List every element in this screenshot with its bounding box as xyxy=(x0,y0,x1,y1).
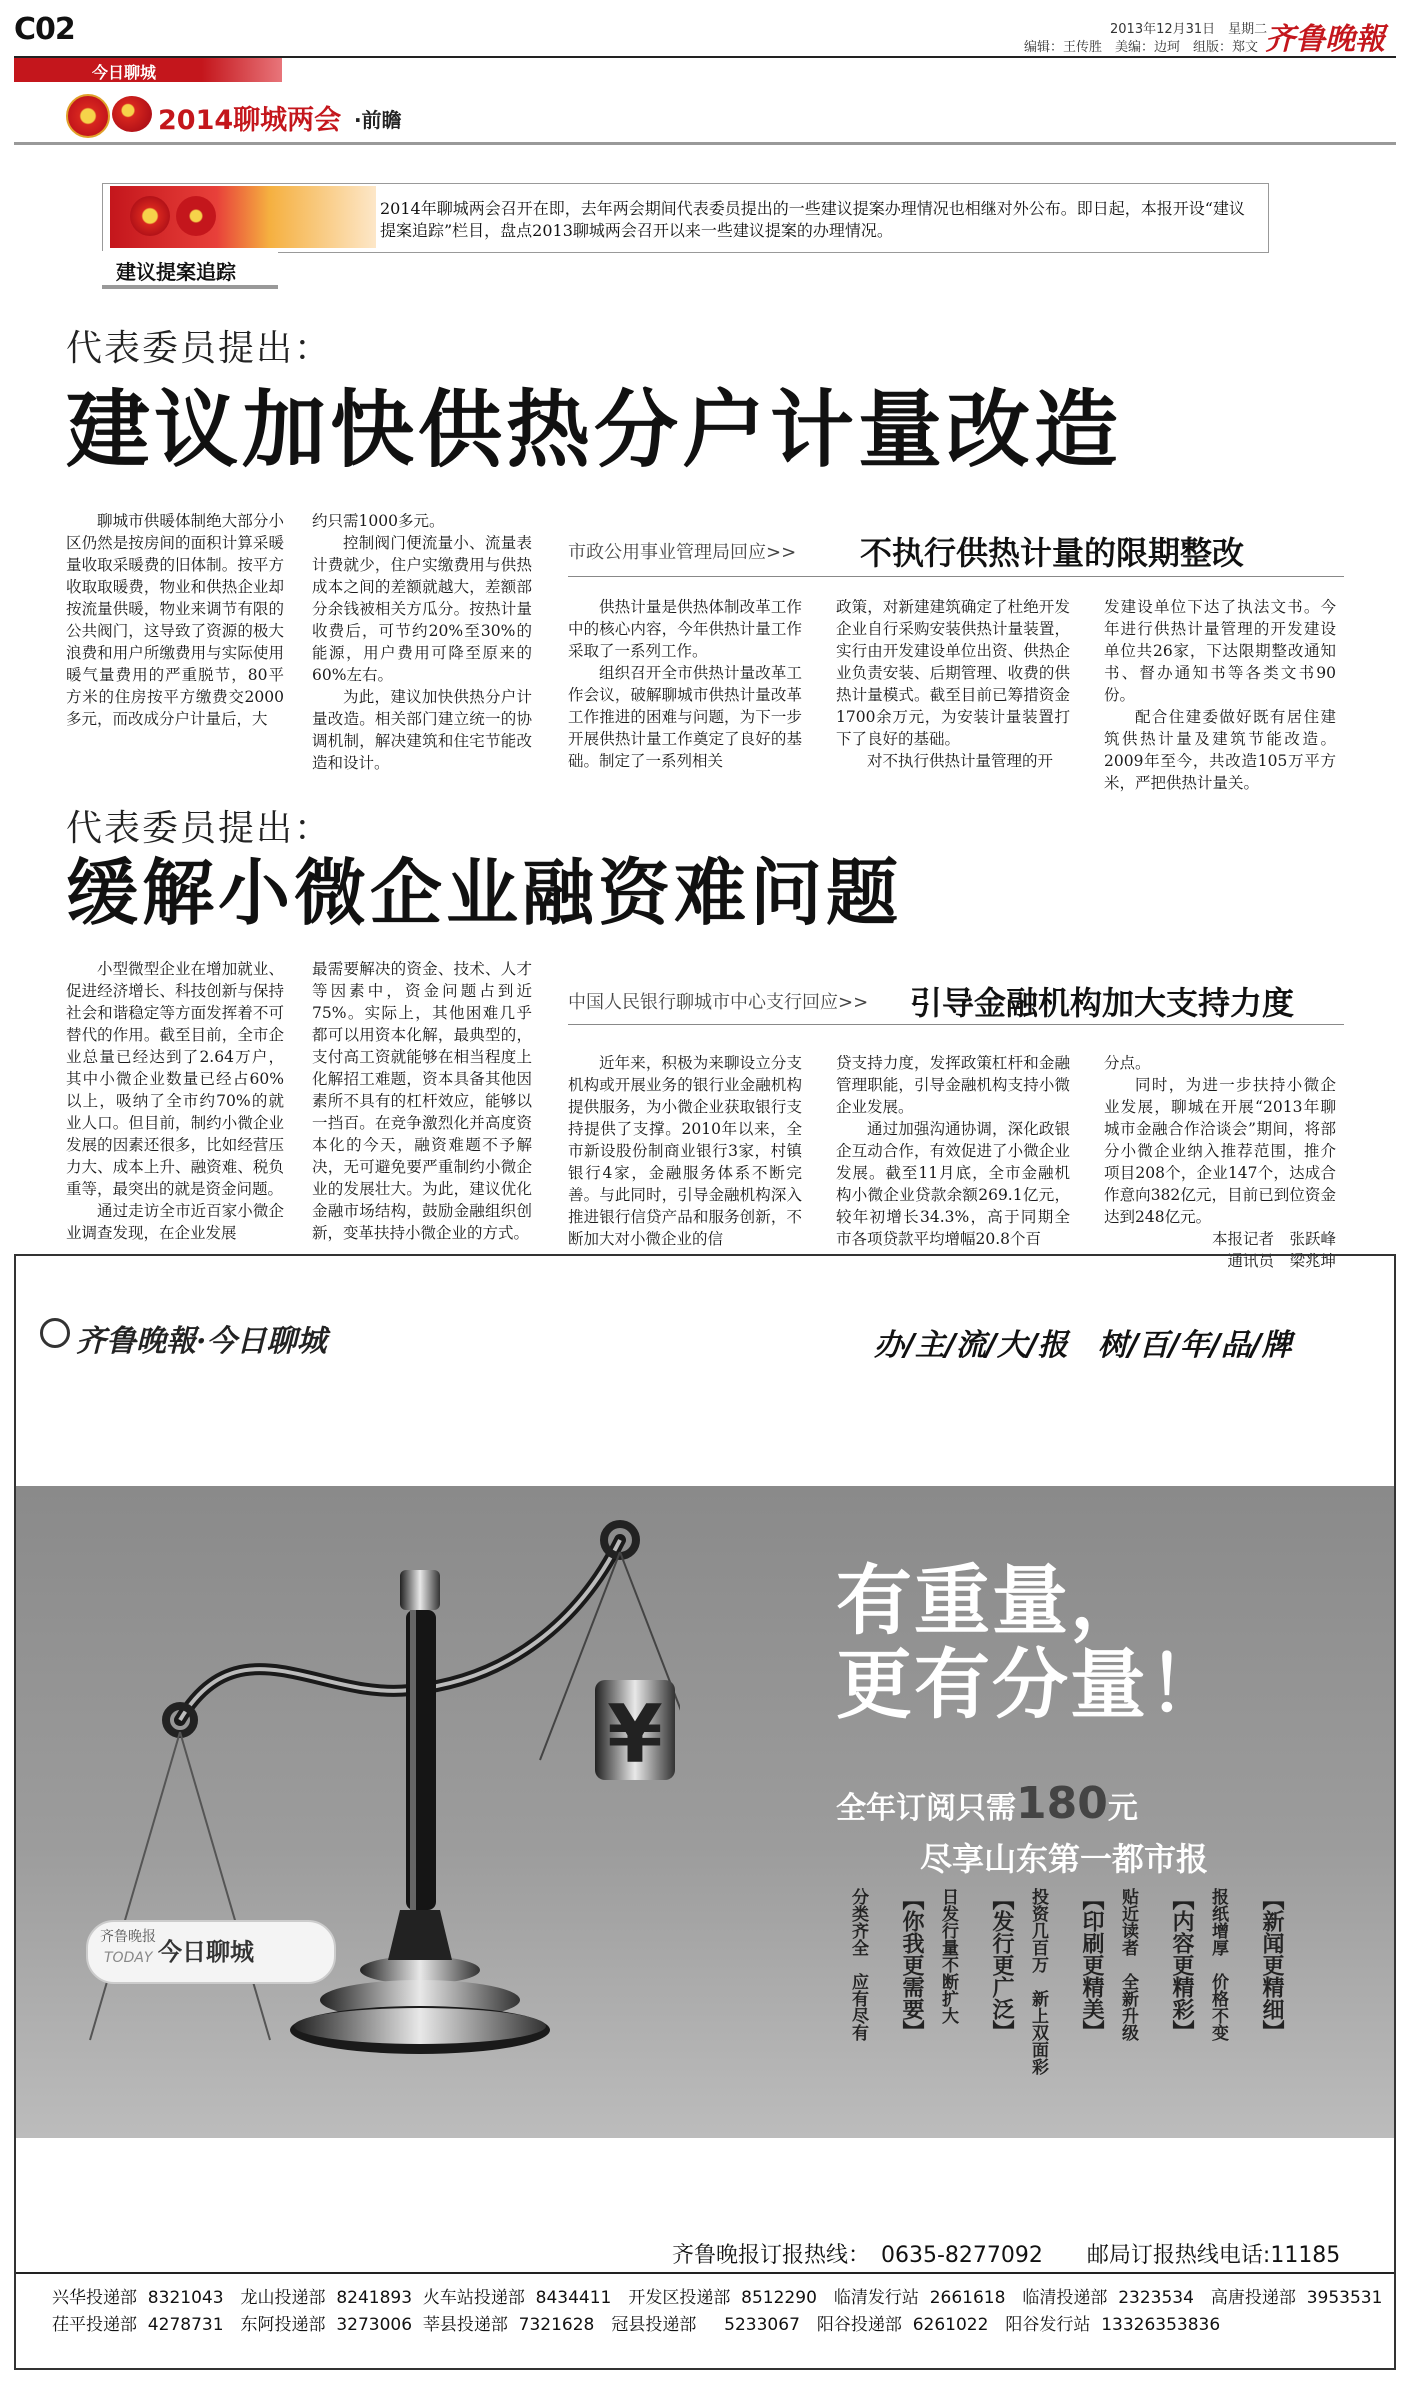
story1-reply-source: 市政公用事业管理局回应>> xyxy=(568,542,797,563)
feature-title-2: 【内容更精彩】 xyxy=(1169,1888,1194,2042)
ad-price-line xyxy=(836,1778,1138,1829)
section-tab-label: 今日聊城 xyxy=(92,63,157,82)
story1-col2: 约只需1000多元。 控制阀门便流量小、流量表计费就少，住户实缴费用与供热成本之间的差额就越大，差额部分余钱被相关方瓜分。按热计量收费后，可节约20%至30%的能源，用户费用可降至原来的60%左右。 为此，建议加快供热分户计量改造。相关部门建立统一的协调机制，解决建筑和住宅节能改造和设计。 xyxy=(312,512,532,772)
story2-reply-rule xyxy=(568,1024,1344,1025)
story1-reply-col1: 供热计量是供热体制改革工作中的核心内容，今年供热计量工作采取了一系列工作。 组织召开全市供热计量改革工作会议，破解聊城市供热计量改革工作推进的困难与问题，为下一步开展供热计量工作奠定了良好的基础。制定了一系列相关 xyxy=(568,598,802,770)
feature-sub-2: 贴近读者 全新升级 xyxy=(1118,1888,1138,2041)
story1-col1: 聊城市供暖体制绝大部分小区仍然是按房间的面积计算采暖量收取采暖费的旧体制。按平方收取取暖费，物业和供热企业却按流量供暖，物业来调节有限的公共阀门，这导致了资源的极大浪费和用户所缴费用与实际使用暖气量费用的严重脱节，80平方米的住房按平方缴费交2000多元，而改成分户计量后，大 xyxy=(66,512,284,728)
story2-reply-col3: 分点。 同时，为进一步扶持小微企业发展，聊城在开展“2013年聊城市金融合作洽谈会”期间，将部分小微企业纳入推荐范围，推介项目208个，企业147个，达成合作意向382亿元，目前已到位资金达到248亿元。 本报记者 张跃峰 通讯员 梁兆坤 xyxy=(1104,1054,1336,1270)
feature-title-5: 【你我更需要】 xyxy=(899,1888,924,2042)
story1-reply-headline: 不执行供热计量的限期整改 xyxy=(860,534,1245,572)
header-rule xyxy=(14,56,1396,58)
banner-rule xyxy=(14,142,1396,145)
feature-sub-1: 报纸增厚 价格不变 xyxy=(1208,1888,1228,2041)
story2-reply-headline: 引导金融机构加大支持力度 xyxy=(910,984,1295,1022)
ad-logo-icon xyxy=(40,1318,70,1348)
story2-headline: 缓解小微企业融资难问题 xyxy=(66,851,903,935)
intro-emblem-icon xyxy=(130,196,170,236)
delivery-offices-row2: 茌平投递部 4278731 东阿投递部 3273006 莘县投递部 7321628 冠县投递部 5233067 阳谷投递部 6261022 阳谷发行站 13326353836 xyxy=(52,2315,1221,2335)
feature-title-4: 【发行更广泛】 xyxy=(989,1888,1014,2042)
story2-kicker: 代表委员提出： xyxy=(66,808,333,849)
emblem-icon xyxy=(66,94,110,138)
ad-price-unit: 元 xyxy=(1107,1791,1138,1826)
ad-logo-text: 齐鲁晚報·今日聊城 xyxy=(76,1324,327,1359)
feature-sub-5: 分类齐全 应有尽有 xyxy=(848,1888,868,2041)
story2-reply-col2: 贷支持力度，发挥政策杠杆和金融管理职能，引导金融机构支持小微企业发展。 通过加强沟通协调，深化政银企互动合作，有效促进了小微企业发展。截至11月底，全市金融机构小微企业贷款余额269.1亿元，较年初增长34.3%，高于同期全市各项贷款平均增幅20.8个百 xyxy=(836,1054,1070,1248)
column-label: 建议提案追踪 xyxy=(116,260,236,284)
intro-text: 2014年聊城两会召开在即，去年两会期间代表委员提出的一些建议提案办理情况也相继对外公布。即日起，本报开设“建议提案追踪”栏目，盘点2013聊城两会召开以来一些建议提案的办理情况。 xyxy=(380,199,1245,240)
scroll-small-text: 齐鲁晚报 xyxy=(100,1929,156,1945)
issue-date: 2013年12月31日 星期二 xyxy=(1110,22,1268,37)
ad-headline-line2: 更有分量！ xyxy=(836,1640,1226,1729)
story2-reply-source: 中国人民银行聊城市中心支行回应>> xyxy=(568,992,869,1013)
story1-reply-col2: 政策，对新建建筑确定了杜绝开发企业自行采购安装供热计量装置，实行由开发建设单位出资、供热企业负责安装、后期管理、收费的供热计量模式。截至目前已筹措资金1700余万元，为安装计量装置打下了良好的基础。 对不执行供热计量管理的开 xyxy=(836,598,1070,770)
story1-headline: 建议加快供热分户计量改造 xyxy=(66,381,1123,479)
feature-sub-3: 投资几百万 新上双面彩 xyxy=(1028,1888,1048,2075)
story2-col1: 小型微型企业在增加就业、促进经济增长、科技创新与保持社会和谐稳定等方面发挥着不可替代的作用。截至目前，全市企业总量已经达到了2.64万户，其中小微企业数量已经占60%以上，吸纳了全市约70%的就业人口。但目前，制约小微企业发展的因素还很多，比如经营压力大、成本上升、融资难、税负重等，最突出的就是资金问题。 通过走访全市近百家小微企业调查发现，在企业发展 xyxy=(66,960,284,1242)
feature-title-3: 【印刷更精美】 xyxy=(1079,1888,1104,2042)
story1-kicker: 代表委员提出： xyxy=(66,328,333,369)
flag-icon xyxy=(112,96,152,132)
story2-col2: 最需要解决的资金、技术、人才等因素中，资金问题占到近75%。实际上，其他困难几乎都可以用资本化解，最典型的，支付高工资就能够在相当程度上化解招工难题，资本具备其他因素所不具有的杠杆效应，能够以一挡百。在竞争激烈化并高度资本化的今天，融资难题不予解决，无可避免要严重制约小微企业的发展壮大。为此，建议优化金融市场结构，鼓励金融组织创新，变革扶持小微企业的方式。 xyxy=(312,960,532,1242)
page-number: C02 xyxy=(14,12,75,47)
ad-slogan: 办/主/流/大/报 树/百/年/品/牌 xyxy=(874,1328,1292,1363)
masthead-logo: 齐鲁晚報 xyxy=(1265,22,1385,57)
intro-flag-icon xyxy=(176,196,216,236)
svg-text:¥: ¥ xyxy=(607,1688,663,1781)
ad-price-pre: 全年订阅只需 xyxy=(836,1791,1016,1826)
scroll-en-text: TODAY xyxy=(104,1950,153,1966)
ad-headline-line1: 有重量， xyxy=(836,1556,1148,1645)
story1-reply-rule xyxy=(568,576,1344,577)
editor-credits: 编辑：王传胜 美编：边珂 组版：郑文 xyxy=(1024,40,1259,55)
scroll-title: 今日聊城 xyxy=(158,1938,254,1966)
story1-reply-col3: 发建设单位下达了执法文书。今年进行供热计量管理的开发建设单位共26家，下达限期整改通知书、督办通知书等各类文书90份。 配合住建委做好既有居住建筑供热计量及建筑节能改造。2009年至今，共改造105万平方米，严把供热计量关。 xyxy=(1104,598,1336,792)
feature-sub-4: 日发行量不断扩大 xyxy=(938,1888,958,2024)
feature-title-1: 【新闻更精细】 xyxy=(1259,1888,1284,2042)
balance-scale-illustration xyxy=(60,1500,680,2100)
ad-feature-columns xyxy=(840,1888,1290,2128)
yuan-weight-icon xyxy=(595,1680,675,1781)
ad-price-number: 180 xyxy=(1016,1778,1108,1829)
banner-title: 2014聊城两会 xyxy=(158,105,342,136)
banner-subtitle: ·前瞻 xyxy=(354,108,402,132)
ad-hotline: 齐鲁晚报订报热线： 0635-8277092 邮局订报热线电话:11185 xyxy=(672,2243,1341,2268)
ad-sub-line: 尽享山东第一都市报 xyxy=(920,1840,1209,1878)
ad-hotline-rule xyxy=(16,2272,1394,2274)
story2-reply-col1: 近年来，积极为来聊设立分支机构或开展业务的银行业金融机构提供服务，为小微企业获取银行支持提供了支撑。2010年以来，全市新设股份制商业银行3家，村镇银行4家，金融服务体系不断完善。与此同时，引导金融机构深入推进银行信贷产品和服务创新，不断加大对小微企业的信 xyxy=(568,1054,802,1248)
delivery-offices-row1: 兴华投递部 8321043 龙山投递部 8241893 火车站投递部 8434411 开发区投递部 8512290 临清发行站 2661618 临清投递部 2323534 高唐投递部 3953531 xyxy=(52,2288,1383,2308)
